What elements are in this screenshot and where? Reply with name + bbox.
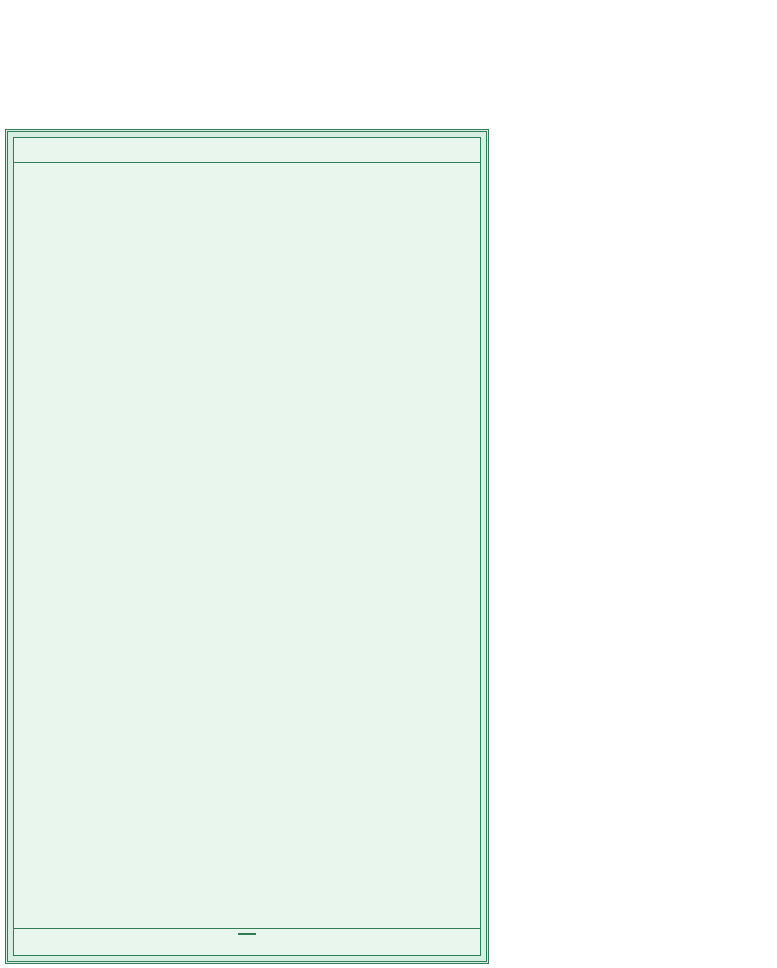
- page-footer: [14, 928, 480, 955]
- quran-page-frame: [5, 129, 489, 964]
- top-commentary: [4, 2, 772, 128]
- page-header: [14, 138, 480, 163]
- manzil-label: [238, 933, 256, 935]
- side-commentary: [500, 410, 772, 965]
- quran-page-inner: [13, 137, 481, 956]
